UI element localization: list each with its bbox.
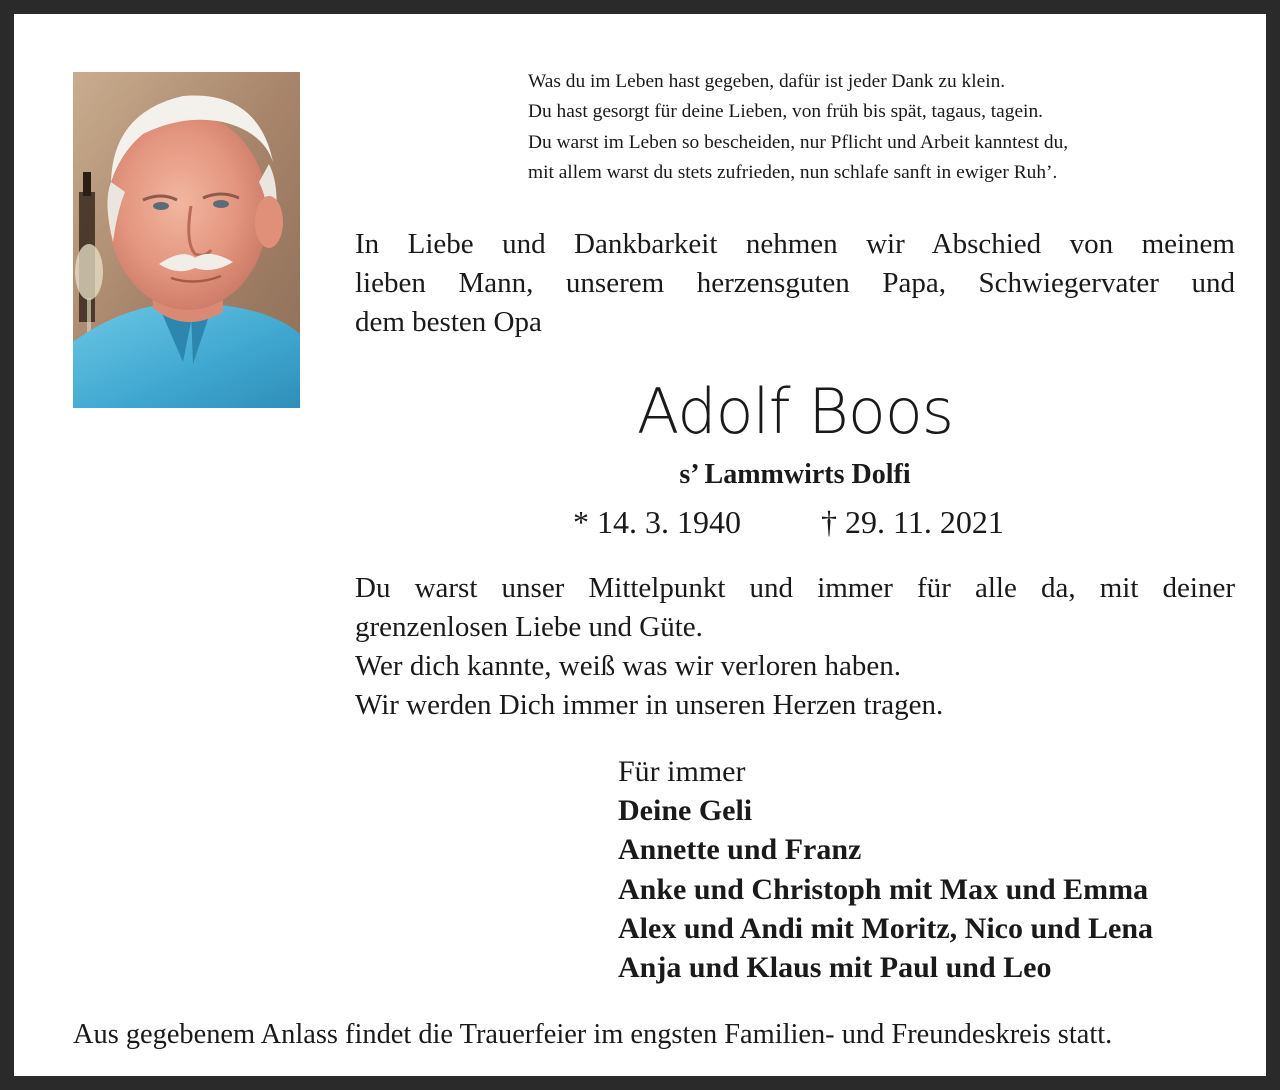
intro-line: lieben Mann, unserem herzensguten Papa, Schwiegervater und	[355, 267, 1235, 299]
intro-line: dem besten Opa	[355, 306, 542, 338]
life-dates	[355, 502, 1235, 542]
message-line: Wer dich kannte, weiß was wir verloren haben.	[355, 650, 902, 682]
poem-line: Du hast gesorgt für deine Lieben, von früh bis spät, tagaus, tagein.	[528, 101, 1043, 123]
portrait-photo	[73, 72, 300, 408]
message-line: Du warst unser Mittelpunkt und immer für alle da, mit deiner	[355, 572, 1235, 604]
signature-heading: Für immer	[618, 755, 746, 788]
mourner-name: Anja und Klaus mit Paul und Leo	[618, 951, 1052, 985]
poem-line: Du warst im Leben so bescheiden, nur Pflicht und Arbeit kanntest du,	[528, 131, 1069, 153]
mourner-name: Annette und Franz	[618, 833, 862, 867]
farewell-intro	[355, 225, 1235, 342]
poem-line: Was du im Leben hast gegeben, dafür ist jeder Dank zu klein.	[528, 71, 1006, 92]
poem-line: mit allem warst du stets zufrieden, nun schlafe sanft in ewiger Ruh’.	[528, 162, 1058, 184]
mourner-name: Deine Geli	[618, 794, 753, 828]
portrait-illustration	[73, 72, 300, 408]
memorial-message	[355, 569, 1235, 725]
deceased-nickname: s’ Lammwirts Dolfi	[679, 459, 911, 490]
intro-line: In Liebe und Dankbarkeit nehmen wir Abschied von meinem	[355, 228, 1235, 260]
message-line: Wir werden Dich immer in unseren Herzen tragen.	[355, 689, 944, 721]
death-date: † 29. 11. 2021	[821, 504, 1004, 540]
birth-date: * 14. 3. 1940	[573, 504, 741, 540]
message-line: grenzenlosen Liebe und Güte.	[355, 611, 703, 643]
mourner-name: Alex und Andi mit Moritz, Nico und Lena	[618, 911, 1154, 945]
mourner-name: Anke und Christoph mit Max und Emma	[618, 872, 1149, 906]
poem-verse	[528, 67, 1248, 189]
mourners-signature	[618, 752, 1258, 987]
funeral-notice: Aus gegebenem Anlass findet die Trauerfeier im engsten Familien- und Freundeskreis statt.	[73, 1019, 1113, 1050]
deceased-name: Adolf Boos	[636, 375, 954, 448]
